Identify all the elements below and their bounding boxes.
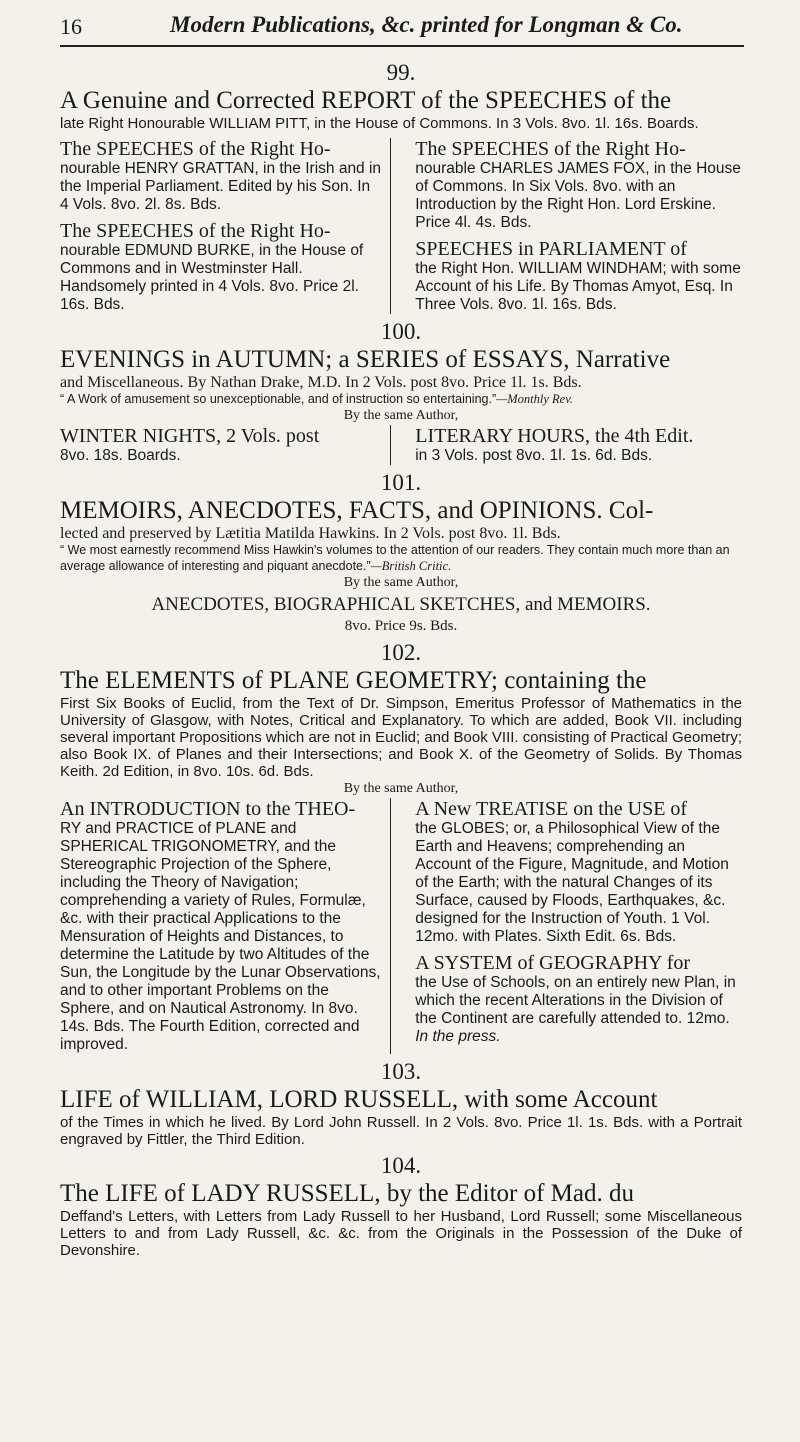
entry-title: The ELEMENTS of PLANE GEOMETRY; containing the: [60, 667, 647, 694]
entry-description: late Right Honourable WILLIAM PITT, in the House of Commons. In 3 Vols. 8vo. 1l. 16s. Boards.: [60, 115, 699, 132]
header-rule: [60, 45, 744, 47]
entry-title: MEMOIRS, ANECDOTES, FACTS, and OPINIONS. Col-: [60, 497, 654, 524]
running-title: Modern Publications, &c. printed for Longman & Co.: [170, 12, 683, 37]
entry-number: 104.: [380, 1153, 422, 1178]
item-description: nourable HENRY GRATTAN, in the Irish and in the Imperial Parliament. Edited by his Son. In 4 Vols. 8vo. 2l. 8s. Bds.: [60, 160, 382, 213]
running-head: [60, 10, 742, 39]
item-title: WINTER NIGHTS, 2 Vols. post: [60, 425, 320, 447]
item-title: SPEECHES in PARLIAMENT of: [415, 238, 687, 260]
left-column: [60, 138, 391, 314]
right-column: [411, 798, 742, 1054]
entry-title: A Genuine and Corrected REPORT of the SPEECHES of the: [60, 87, 672, 114]
entry-description: Deffand's Letters, with Letters from Lady Russell to her Husband, Lord Russell; some Miscellaneous Letters to and from Lady Russell, &c. &c. from the Originals in the Possession of the Duke of Devonshire.: [60, 1208, 742, 1259]
page-number: 16: [60, 14, 82, 39]
entry-number: 100.: [380, 319, 422, 344]
catalogue-body: [60, 55, 742, 1259]
same-author-note: By the same Author,: [343, 575, 459, 590]
entry-101: [60, 469, 742, 635]
entry-description: of the Times in which he lived. By Lord John Russell. In 2 Vols. 8vo. Price 1l. 1s. Bds. with a Portrait engraved by Fittler, the Third Edition.: [60, 1114, 742, 1148]
entry-description: lected and preserved by Lætitia Matilda Hawkins. In 2 Vols. post 8vo. 1l. Bds.: [60, 525, 561, 542]
entry-title: LIFE of WILLIAM, LORD RUSSELL, with some Account: [60, 1086, 658, 1113]
quote-source: —Monthly Rev.: [496, 392, 573, 406]
same-author-note: By the same Author,: [343, 781, 459, 796]
related-description: 8vo. Price 9s. Bds.: [344, 618, 458, 634]
entry-102: [60, 639, 742, 1054]
item-title: The SPEECHES of the Right Ho-: [415, 138, 686, 160]
press-note: In the press.: [415, 1028, 501, 1045]
entry-number: 99.: [386, 60, 416, 85]
item-description: nourable CHARLES JAMES FOX, in the House of Commons. In Six Vols. 8vo. with an Introduction by the Right Hon. Lord Erskine. Price 4l. 4s. Bds.: [415, 160, 741, 231]
item-description: nourable EDMUND BURKE, in the House of Commons and in Westminster Hall. Handsomely printed in 4 Vols. 8vo. Price 2l. 16s. Bds.: [60, 242, 364, 313]
entry-description: and Miscellaneous. By Nathan Drake, M.D. In 2 Vols. post 8vo. Price 1l. 1s. Bds.: [60, 374, 582, 391]
two-column-list: [60, 425, 742, 465]
right-column: [411, 138, 742, 314]
item-description: in 3 Vols. post 8vo. 1l. 1s. 6d. Bds.: [415, 447, 653, 464]
review-quote: [60, 391, 742, 407]
quote-source: —British Critic.: [370, 559, 452, 573]
item-title: A SYSTEM of GEOGRAPHY for: [415, 952, 691, 974]
related-title: ANECDOTES, BIOGRAPHICAL SKETCHES, and MEMOIRS.: [151, 594, 651, 615]
review-quote: [60, 542, 742, 574]
entry-title: EVENINGS in AUTUMN; a SERIES of ESSAYS, Narrative: [60, 346, 671, 373]
item-description: RY and PRACTICE of PLANE and SPHERICAL TRIGONOMETRY, and the Stereographic Projection of the Sphere, including the Theory of Navigation; comprehending a variety of Rules, Formulæ, &c. with their practical Applications to the Mensuration of Heights and Distances, to determine the Latitude by two Altitudes of the Sun, the Longitude by the Lunar Observations, and to other important Problems on the Sphere, and on Nautical Astronomy. In 8vo. 14s. Bds. The Fourth Edition, corrected and improved.: [60, 820, 381, 1053]
left-column: [60, 798, 391, 1054]
item-description: the Right Hon. WILLIAM WINDHAM; with some Account of his Life. By Thomas Amyot, Esq. In Three Vols. 8vo. 1l. 16s. Bds.: [415, 260, 741, 313]
item-title: LITERARY HOURS, the 4th Edit.: [415, 425, 694, 447]
entry-99: [60, 59, 742, 314]
entry-number: 103.: [380, 1059, 422, 1084]
item-title: A New TREATISE on the USE of: [415, 798, 688, 820]
left-column: [60, 425, 391, 465]
quote-text: “ We most earnestly recommend Miss Hawkin's volumes to the attention of our readers. They contain much more than an average allowance of interesting and piquant anecdote.”: [60, 543, 730, 573]
entry-number: 101.: [380, 470, 422, 495]
two-column-list: [60, 798, 742, 1054]
entry-title: The LIFE of LADY RUSSELL, by the Editor of Mad. du: [60, 1180, 634, 1207]
item-title: The SPEECHES of the Right Ho-: [60, 138, 331, 160]
item-title: An INTRODUCTION to the THEO-: [60, 798, 356, 820]
entry-104: [60, 1152, 742, 1259]
item-description-text: the Use of Schools, on an entirely new Plan, in which the recent Alterations in the Division of the Continent are carefully attended to. 12mo.: [415, 974, 736, 1027]
entry-description: First Six Books of Euclid, from the Text of Dr. Simpson, Emeritus Professor of Mathematics in the University of Glasgow, with Notes, Critical and Explanatory. To which are added, Book VII. including several important Propositions which are not in Euclid; and Book VIII. consisting of Practical Geometry; also Book IX. of Planes and their Intersections; and Book X. of the Geometry of Solids. By Thomas Keith. 2d Edition, in 8vo. 10s. 6d. Bds.: [60, 695, 742, 780]
item-description: the GLOBES; or, a Philosophical View of the Earth and Heavens; comprehending an Account of the Figure, Magnitude, and Motion of the Earth; with the natural Changes of its Surface, caused by Floods, Earthquakes, &c. designed for the Instruction of Youth. 1 Vol. 12mo. with Plates. Sixth Edit. 6s. Bds.: [415, 820, 729, 945]
item-description: [415, 974, 742, 1046]
two-column-list: [60, 138, 742, 314]
quote-text: “ A Work of amusement so unexceptionable, and of instruction so entertaining.”: [60, 392, 497, 406]
entry-100: [60, 318, 742, 465]
item-description: 8vo. 18s. Boards.: [60, 447, 181, 464]
item-title: The SPEECHES of the Right Ho-: [60, 220, 331, 242]
entry-number: 102.: [380, 640, 422, 665]
entry-103: [60, 1058, 742, 1148]
right-column: [411, 425, 742, 465]
same-author-note: By the same Author,: [343, 408, 459, 423]
